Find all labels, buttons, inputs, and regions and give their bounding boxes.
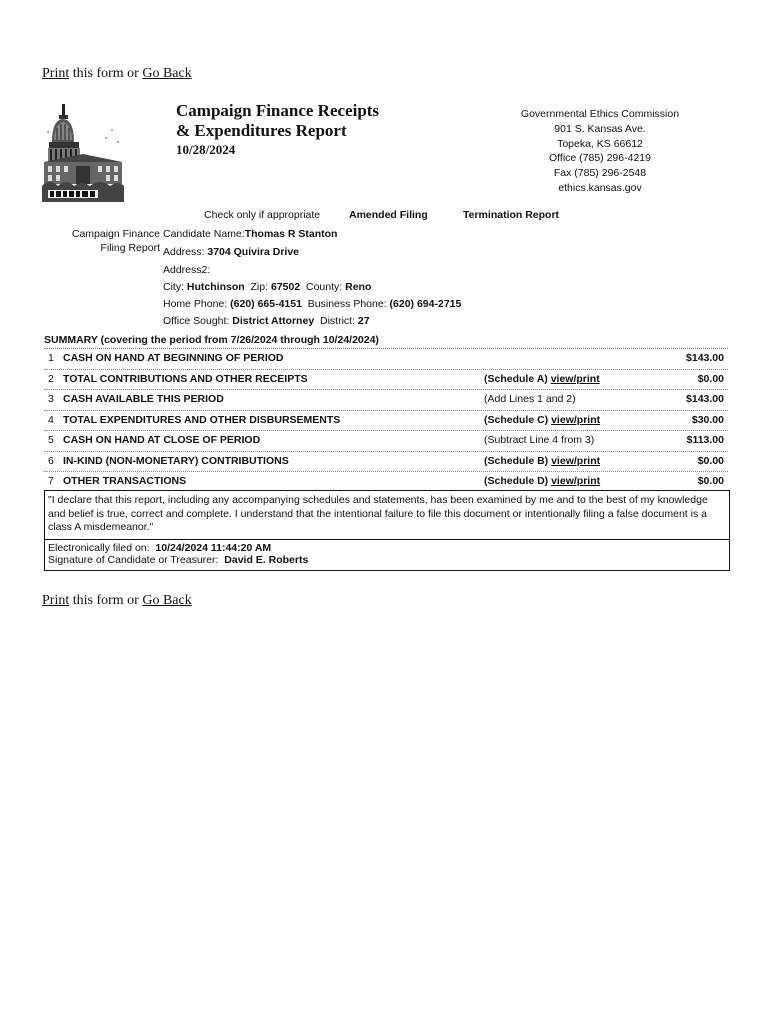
schedule-c-view-print-link[interactable]: view/print bbox=[551, 413, 601, 426]
office-sought: District Attorney bbox=[232, 315, 315, 327]
nav-text: this form or bbox=[69, 66, 143, 81]
summary-row: 4 TOTAL EXPENDITURES AND OTHER DISBURSEMENTS (Schedule C) view/print $30.00 bbox=[44, 411, 728, 432]
agency-street: 901 S. Kansas Ave. bbox=[554, 122, 646, 135]
schedule-d-view-print-link[interactable]: view/print bbox=[551, 475, 601, 487]
summary-row: 5 CASH ON HAND AT CLOSE OF PERIOD (Subtract Line 4 from 3) $113.00 bbox=[44, 431, 728, 452]
candidate-address2-line: Address2: bbox=[163, 264, 211, 276]
agency-fax: Fax (785) 296-2548 bbox=[553, 167, 647, 180]
amended-filing-option: Amended Filing bbox=[349, 209, 428, 221]
declaration-text: "I declare that this report, including any accompanying schedules and statements, has been examined by me and to the best of my knowledge and belief is true, correct and complete. I understand that the intentional failure to file this document or intentionally filing a false document is a class A misdemeanor." bbox=[45, 491, 729, 540]
agency-address bbox=[505, 107, 695, 196]
kansas-capitol-seal-icon bbox=[42, 102, 124, 202]
bottom-nav bbox=[42, 593, 192, 609]
candidate-phone-line: Home Phone: (620) 665-4151 Business Phone: (620) 694-2715 bbox=[163, 298, 462, 310]
candidate-zip: 67502 bbox=[270, 281, 301, 293]
candidate-name-line: Candidate Name:Thomas R Stanton bbox=[163, 228, 338, 240]
schedule-b-view-print-link[interactable]: view/print bbox=[551, 454, 601, 467]
go-back-link[interactable]: Go Back bbox=[142, 66, 192, 81]
summary-row: 6 IN-KIND (NON-MONETARY) CONTRIBUTIONS (Schedule B) view/print $0.00 bbox=[44, 452, 728, 473]
amount: $0.00 bbox=[697, 372, 724, 385]
signature-block: Electronically filed on: 10/24/2024 11:44:20 AM Signature of Candidate or Treasurer: David E. Roberts bbox=[48, 541, 309, 566]
candidate-address-line: Address: 3704 Quivira Drive bbox=[163, 246, 299, 258]
print-link-bottom[interactable]: Print bbox=[42, 593, 70, 608]
candidate-city-line: City: Hutchinson Zip: 67502 County: Reno bbox=[163, 281, 372, 293]
summary-title: SUMMARY (covering the period from 7/26/2024 through 10/24/2024) bbox=[44, 333, 728, 349]
agency-office-phone: Office (785) 296-4219 bbox=[549, 152, 651, 165]
summary-row: 2 TOTAL CONTRIBUTIONS AND OTHER RECEIPTS (Schedule A) view/print $0.00 bbox=[44, 370, 728, 391]
amount: $143.00 bbox=[686, 352, 724, 364]
filing-report-label: Campaign Finance Filing Report bbox=[71, 228, 160, 254]
summary-table bbox=[44, 333, 728, 492]
candidate-address: 3704 Quivira Drive bbox=[207, 246, 299, 258]
declaration-box bbox=[44, 490, 730, 571]
report-title-line2: & Expenditures Report bbox=[176, 121, 347, 140]
report-title-block bbox=[176, 101, 379, 159]
agency-website: ethics.kansas.gov bbox=[558, 181, 642, 194]
termination-report-option: Termination Report bbox=[463, 209, 560, 221]
candidate-name: Thomas R Stanton bbox=[244, 228, 338, 240]
check-only-label: Check only if appropriate bbox=[204, 209, 321, 221]
summary-row: 1 CASH ON HAND AT BEGINNING OF PERIOD $143.00 bbox=[44, 349, 728, 370]
amount: $143.00 bbox=[686, 393, 724, 405]
amount: $0.00 bbox=[697, 475, 724, 487]
report-date: 10/28/2024 bbox=[176, 142, 236, 157]
schedule-a-view-print-link[interactable]: view/print bbox=[550, 372, 600, 385]
go-back-link-bottom[interactable]: Go Back bbox=[142, 593, 192, 608]
agency-city: Topeka, KS 66612 bbox=[557, 137, 643, 150]
amount: $0.00 bbox=[697, 454, 724, 467]
summary-row: 7 OTHER TRANSACTIONS (Schedule D) view/print $0.00 bbox=[44, 472, 728, 492]
print-link[interactable]: Print bbox=[42, 66, 70, 81]
amount: $30.00 bbox=[691, 413, 724, 426]
signature-name: David E. Roberts bbox=[224, 554, 309, 566]
top-nav bbox=[42, 66, 192, 82]
report-title-line1: Campaign Finance Receipts bbox=[176, 101, 380, 120]
home-phone: (620) 665-4151 bbox=[230, 298, 302, 310]
candidate-city: Hutchinson bbox=[186, 281, 245, 293]
candidate-county: Reno bbox=[345, 281, 372, 293]
filed-timestamp: 10/24/2024 11:44:20 AM bbox=[155, 541, 272, 554]
agency-name: Governmental Ethics Commission bbox=[520, 108, 680, 120]
district: 27 bbox=[357, 315, 370, 327]
summary-row: 3 CASH AVAILABLE THIS PERIOD (Add Lines 1 and 2) $143.00 bbox=[44, 390, 728, 411]
amount: $113.00 bbox=[686, 434, 724, 446]
business-phone: (620) 694-2715 bbox=[389, 298, 462, 310]
office-sought-line: Office Sought: District Attorney District: 27 bbox=[163, 315, 370, 327]
nav-text-bottom: this form or bbox=[69, 593, 143, 608]
